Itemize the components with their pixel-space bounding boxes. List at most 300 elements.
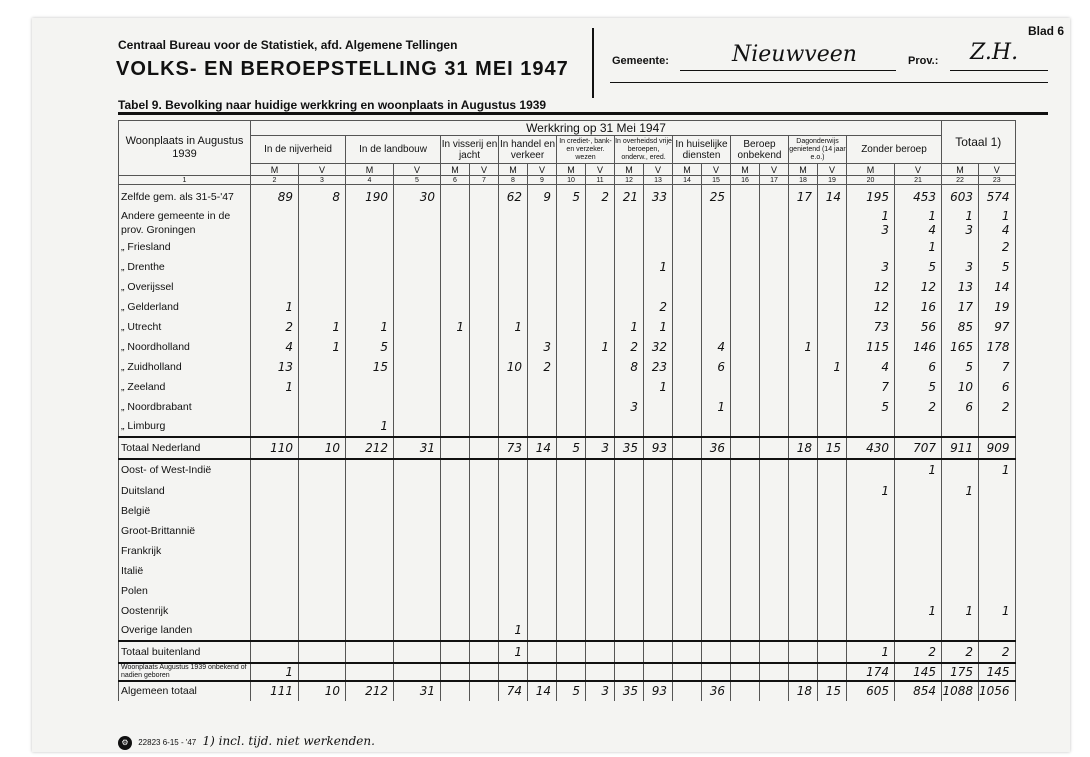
cell-value (731, 417, 760, 437)
cell-value (470, 223, 499, 237)
row-label: „ Zuidholland (119, 357, 251, 377)
cell-value (760, 257, 789, 277)
row-label: Totaal Nederland (119, 437, 251, 459)
cell-value (470, 317, 499, 337)
column-number: 23 (979, 176, 1016, 185)
cell-value: 10 (499, 357, 528, 377)
cell-value: 3 (942, 257, 979, 277)
cell-value: 14 (979, 277, 1016, 297)
cell-value: 17 (789, 185, 818, 209)
cell-value: 1 (251, 663, 299, 681)
cell-value (441, 459, 470, 481)
cell-value (942, 561, 979, 581)
prov-line (950, 70, 1048, 71)
cell-value (847, 237, 895, 257)
cell-value (731, 257, 760, 277)
cell-value (251, 541, 299, 561)
column-number: 22 (942, 176, 979, 185)
row-label: „ Limburg (119, 417, 251, 437)
female-column-header: V (644, 164, 673, 176)
cell-value (557, 621, 586, 641)
table-row (119, 297, 1016, 317)
row-label: Woonplaats Augustus 1939 onbekend of nadien geboren (119, 663, 251, 681)
row-label: Oostenrijk (119, 601, 251, 621)
cell-value (557, 337, 586, 357)
cell-value: 8 (299, 185, 346, 209)
cell-value (789, 237, 818, 257)
row-label: Frankrijk (119, 541, 251, 561)
column-number: 15 (702, 176, 731, 185)
cell-value: 85 (942, 317, 979, 337)
form-code: 22823 6-15 - '47 (138, 738, 197, 747)
group-header: Zonder beroep (847, 136, 942, 164)
cell-value (673, 417, 702, 437)
row-label: Duitsland (119, 481, 251, 501)
group-header: Beroep onbekend (731, 136, 789, 164)
cell-value (760, 237, 789, 257)
cell-value (644, 663, 673, 681)
cell-value (528, 377, 557, 397)
cell-value (731, 621, 760, 641)
cell-value (346, 581, 394, 601)
cell-value: 1 (644, 377, 673, 397)
cell-value (499, 277, 528, 297)
female-column-header: V (586, 164, 615, 176)
cell-value: 1 (847, 481, 895, 501)
cell-value: 31 (394, 681, 441, 701)
cell-value (702, 417, 731, 437)
cell-value (299, 481, 346, 501)
cell-value (818, 641, 847, 663)
cell-value: 15 (818, 681, 847, 701)
footer (118, 734, 375, 750)
row-label: „ Noordbrabant (119, 397, 251, 417)
male-column-header: M (557, 164, 586, 176)
cell-value (673, 681, 702, 701)
cell-value: 3 (615, 397, 644, 417)
cell-value (441, 297, 470, 317)
cell-value (789, 663, 818, 681)
cell-value (760, 501, 789, 521)
cell-value: 2 (586, 185, 615, 209)
cell-value (586, 257, 615, 277)
cell-value (441, 337, 470, 357)
row-label: „ Utrecht (119, 317, 251, 337)
cell-value (789, 209, 818, 223)
cell-value (615, 481, 644, 501)
cell-value (673, 641, 702, 663)
cell-value (789, 521, 818, 541)
cell-value (895, 561, 942, 581)
cell-value (528, 277, 557, 297)
cell-value (346, 641, 394, 663)
cell-value (615, 257, 644, 277)
row-label: „ Overijssel (119, 277, 251, 297)
cell-value (789, 561, 818, 581)
cell-value: 5 (895, 377, 942, 397)
cell-value (942, 541, 979, 561)
cell-value (557, 521, 586, 541)
cell-value (557, 417, 586, 437)
cell-value (760, 397, 789, 417)
cell-value (394, 337, 441, 357)
table-row (119, 521, 1016, 541)
cell-value: 1 (346, 417, 394, 437)
cell-value (760, 437, 789, 459)
cell-value (615, 663, 644, 681)
cell-value (615, 501, 644, 521)
cell-value (644, 521, 673, 541)
cell-value (441, 209, 470, 223)
row-label: Zelfde gem. als 31-5-'47 (119, 185, 251, 209)
cell-value: 15 (818, 437, 847, 459)
cell-value (299, 621, 346, 641)
cell-value: 1 (615, 317, 644, 337)
cell-value (441, 621, 470, 641)
cell-value: 4 (847, 357, 895, 377)
cell-value: 5 (979, 257, 1016, 277)
group-header: In de landbouw (346, 136, 441, 164)
table-row (119, 437, 1016, 459)
cell-value: 165 (942, 337, 979, 357)
row-label: „ Noordholland (119, 337, 251, 357)
cell-value (731, 297, 760, 317)
cell-value (615, 621, 644, 641)
cell-value: 605 (847, 681, 895, 701)
cell-value (499, 417, 528, 437)
cell-value (251, 621, 299, 641)
row-label: „ Zeeland (119, 377, 251, 397)
cell-value (346, 541, 394, 561)
cell-value: 1 (979, 601, 1016, 621)
male-column-header: M (673, 164, 702, 176)
table-row (119, 377, 1016, 397)
cell-value (557, 601, 586, 621)
cell-value: 35 (615, 437, 644, 459)
cell-value (760, 561, 789, 581)
cell-value (441, 663, 470, 681)
cell-value (615, 581, 644, 601)
cell-value (394, 501, 441, 521)
column-number: 17 (760, 176, 789, 185)
cell-value (673, 223, 702, 237)
cell-value (760, 601, 789, 621)
cell-value (644, 223, 673, 237)
cell-value (299, 641, 346, 663)
cell-value (979, 621, 1016, 641)
cell-value (731, 277, 760, 297)
cell-value: 12 (847, 297, 895, 317)
cell-value: 89 (251, 185, 299, 209)
cell-value (441, 185, 470, 209)
male-column-header: M (731, 164, 760, 176)
cell-value: 1 (847, 641, 895, 663)
cell-value: 1088 (942, 681, 979, 701)
row-label: Polen (119, 581, 251, 601)
cell-value: 1 (499, 317, 528, 337)
cell-value (644, 277, 673, 297)
cell-value (586, 417, 615, 437)
cell-value (394, 417, 441, 437)
cell-value (818, 297, 847, 317)
male-column-header: M (847, 164, 895, 176)
cell-value (394, 663, 441, 681)
cell-value (346, 377, 394, 397)
cell-value: 195 (847, 185, 895, 209)
table-row (119, 641, 1016, 663)
cell-value (644, 601, 673, 621)
cell-value (299, 237, 346, 257)
cell-value (251, 397, 299, 417)
cell-value (818, 541, 847, 561)
group-header: In crediet-, bank- en verzeker. wezen (557, 136, 615, 164)
cell-value (644, 397, 673, 417)
cell-value (499, 601, 528, 621)
total-female-column-header: V (979, 164, 1016, 176)
cell-value (441, 417, 470, 437)
table-row (119, 601, 1016, 621)
cell-value (557, 257, 586, 277)
cell-value (760, 621, 789, 641)
cell-value (760, 209, 789, 223)
table-row (119, 277, 1016, 297)
cell-value: 3 (586, 681, 615, 701)
cell-value: 2 (979, 397, 1016, 417)
cell-value (673, 621, 702, 641)
cell-value (979, 541, 1016, 561)
cell-value (847, 521, 895, 541)
cell-value (441, 277, 470, 297)
cell-value: 145 (895, 663, 942, 681)
cell-value (731, 237, 760, 257)
table-top-rule (118, 112, 1048, 115)
cell-value (818, 277, 847, 297)
cell-value (789, 223, 818, 237)
row-label: Andere gemeente in de (119, 209, 251, 223)
column-number: 13 (644, 176, 673, 185)
cell-value (394, 481, 441, 501)
cell-value (499, 209, 528, 223)
cbs-logo-icon: ⚙ (118, 736, 132, 750)
cell-value (644, 417, 673, 437)
cell-value: 854 (895, 681, 942, 701)
cell-value: 13 (251, 357, 299, 377)
blank-line (610, 82, 1048, 83)
cell-value (499, 663, 528, 681)
cell-value (644, 621, 673, 641)
cell-value (760, 223, 789, 237)
cell-value (847, 501, 895, 521)
cell-value: 2 (615, 337, 644, 357)
cell-value (441, 257, 470, 277)
cell-value (702, 459, 731, 481)
form-title: VOLKS- EN BEROEPSTELLING 31 MEI 1947 (116, 58, 569, 80)
cell-value: 35 (615, 681, 644, 701)
cell-value (470, 581, 499, 601)
cell-value: 212 (346, 681, 394, 701)
cell-value (346, 481, 394, 501)
cell-value (789, 601, 818, 621)
cell-value (818, 459, 847, 481)
male-column-header: M (499, 164, 528, 176)
cell-value: 3 (528, 337, 557, 357)
cell-value (760, 417, 789, 437)
totaal-header: Totaal 1) (942, 121, 1016, 164)
cell-value (818, 561, 847, 581)
cell-value (979, 561, 1016, 581)
cell-value (760, 663, 789, 681)
column-number: 4 (346, 176, 394, 185)
cell-value (818, 209, 847, 223)
cell-value (818, 417, 847, 437)
cell-value (673, 601, 702, 621)
cell-value (441, 237, 470, 257)
cell-value (441, 437, 470, 459)
cell-value (346, 277, 394, 297)
cell-value (731, 377, 760, 397)
cell-value (818, 397, 847, 417)
cell-value: 145 (979, 663, 1016, 681)
cell-value (470, 337, 499, 357)
cell-value (586, 521, 615, 541)
cell-value (441, 521, 470, 541)
cell-value (615, 641, 644, 663)
female-column-header: V (760, 164, 789, 176)
header-divider (592, 28, 594, 98)
cell-value (731, 681, 760, 701)
cell-value (299, 541, 346, 561)
group-header: In overheidsd vrije beroepen, onderw., ered. (615, 136, 673, 164)
cell-value (979, 501, 1016, 521)
cell-value (394, 377, 441, 397)
cell-value (586, 223, 615, 237)
cell-value (731, 337, 760, 357)
cell-value (979, 521, 1016, 541)
cell-value (470, 601, 499, 621)
organisation: Centraal Bureau voor de Statistiek, afd. Algemene Tellingen (118, 38, 458, 52)
cell-value (299, 601, 346, 621)
cell-value (731, 641, 760, 663)
cell-value: 707 (895, 437, 942, 459)
cell-value: 5 (942, 357, 979, 377)
cell-value (470, 185, 499, 209)
cell-value (528, 621, 557, 641)
cell-value (499, 223, 528, 237)
cell-value: 73 (499, 437, 528, 459)
cell-value (586, 459, 615, 481)
cell-value: 1 (789, 337, 818, 357)
cell-value (394, 223, 441, 237)
cell-value (346, 237, 394, 257)
cell-value (586, 663, 615, 681)
cell-value (251, 581, 299, 601)
cell-value (528, 501, 557, 521)
cell-value (615, 561, 644, 581)
cell-value: 18 (789, 437, 818, 459)
cell-value (979, 481, 1016, 501)
cell-value (818, 377, 847, 397)
cell-value (789, 377, 818, 397)
cell-value (441, 601, 470, 621)
cell-value (394, 357, 441, 377)
cell-value: 5 (557, 681, 586, 701)
cell-value: 19 (979, 297, 1016, 317)
cell-value: 3 (847, 223, 895, 237)
cell-value: 5 (847, 397, 895, 417)
column-number: 11 (586, 176, 615, 185)
cell-value (299, 501, 346, 521)
cell-value (673, 663, 702, 681)
cell-value (299, 459, 346, 481)
cell-value (702, 223, 731, 237)
cell-value: 574 (979, 185, 1016, 209)
cell-value: 178 (979, 337, 1016, 357)
cell-value (818, 663, 847, 681)
cell-value (470, 397, 499, 417)
female-column-header: V (895, 164, 942, 176)
prov-label: Prov.: (908, 55, 939, 67)
cell-value (789, 317, 818, 337)
row-label: prov. Groningen (119, 223, 251, 237)
cell-value (673, 257, 702, 277)
cell-value (760, 377, 789, 397)
cell-value (673, 561, 702, 581)
cell-value: 1 (942, 601, 979, 621)
cell-value (251, 459, 299, 481)
cell-value (895, 541, 942, 561)
cell-value (346, 521, 394, 541)
cell-value (299, 397, 346, 417)
cell-value (528, 459, 557, 481)
cell-value (615, 377, 644, 397)
cell-value (789, 297, 818, 317)
cell-value (470, 237, 499, 257)
column-number: 6 (441, 176, 470, 185)
table-row (119, 681, 1016, 701)
group-header: Dagonderwijs genietend (14 jaar e.o.) (789, 136, 847, 164)
sheet-number: Blad 6 (1027, 24, 1064, 38)
cell-value (702, 209, 731, 223)
cell-value (818, 317, 847, 337)
cell-value (760, 681, 789, 701)
cell-value: 93 (644, 437, 673, 459)
male-column-header: M (615, 164, 644, 176)
cell-value (470, 663, 499, 681)
cell-value (251, 417, 299, 437)
cell-value (586, 641, 615, 663)
cell-value (702, 521, 731, 541)
cell-value: 5 (346, 337, 394, 357)
cell-value (470, 561, 499, 581)
cell-value (702, 561, 731, 581)
cell-value: 1 (847, 209, 895, 223)
row-label: Overige landen (119, 621, 251, 641)
cell-value: 14 (528, 681, 557, 701)
cell-value (818, 521, 847, 541)
table-row (119, 581, 1016, 601)
cell-value (470, 521, 499, 541)
cell-value (615, 521, 644, 541)
cell-value (895, 501, 942, 521)
cell-value (673, 337, 702, 357)
column-number: 21 (895, 176, 942, 185)
cell-value (895, 581, 942, 601)
cell-value (731, 521, 760, 541)
cell-value (731, 397, 760, 417)
census-sheet (32, 18, 1070, 752)
cell-value (470, 377, 499, 397)
cell-value: 31 (394, 437, 441, 459)
